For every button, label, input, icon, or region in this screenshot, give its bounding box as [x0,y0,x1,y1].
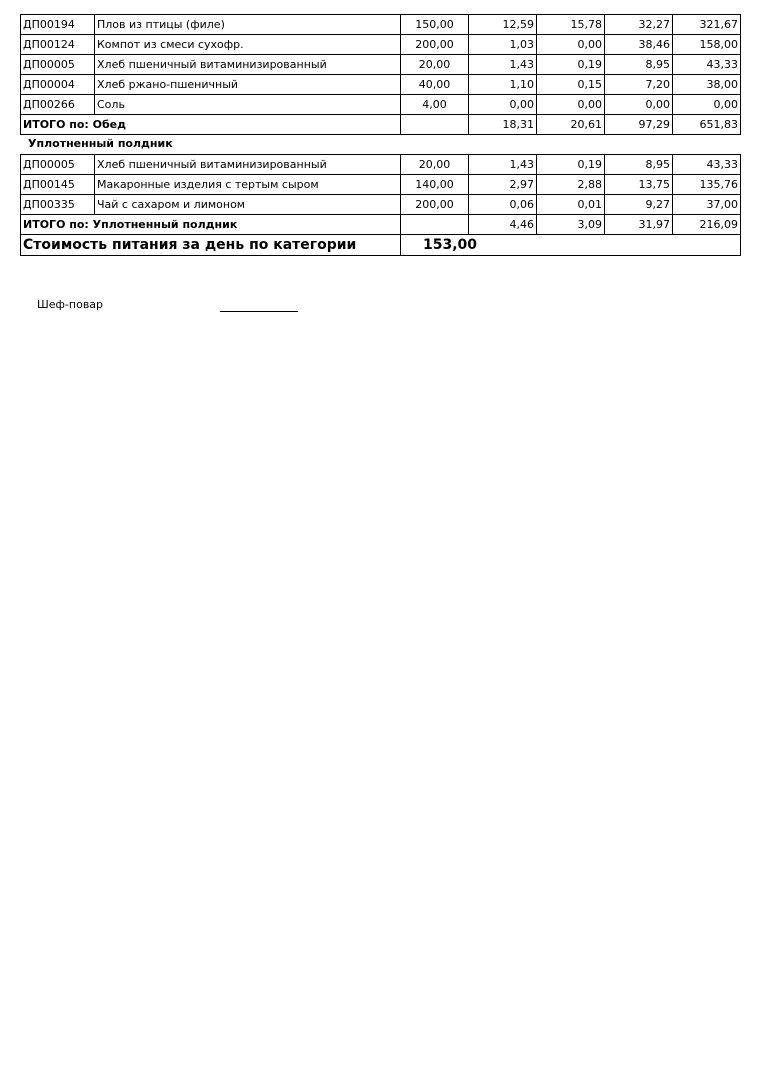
total-row [21,215,741,235]
item-fat: 0,19 [537,155,605,175]
table-row [21,155,741,175]
item-protein: 1,10 [469,75,537,95]
table-row [21,75,741,95]
item-name: Хлеб пшеничный витаминизированный [95,155,401,175]
item-carbs: 8,95 [605,155,673,175]
item-name: Чай с сахаром и лимоном [95,195,401,215]
total-fat: 20,61 [537,115,605,135]
table-row [21,95,741,115]
item-energy: 43,33 [673,55,741,75]
item-carbs: 8,95 [605,55,673,75]
item-protein: 12,59 [469,15,537,35]
item-quantity: 150,00 [401,15,469,35]
item-carbs: 9,27 [605,195,673,215]
table-row [21,35,741,55]
item-code: ДП00335 [21,195,95,215]
total-label: ИТОГО по: Уплотненный полдник [21,215,401,235]
item-protein: 0,00 [469,95,537,115]
item-code: ДП00005 [21,155,95,175]
item-name: Хлеб пшеничный витаминизированный [95,55,401,75]
daily-cost-value: 153,00 [401,235,741,256]
item-code: ДП00194 [21,15,95,35]
item-quantity: 20,00 [401,155,469,175]
total-energy: 216,09 [673,215,741,235]
item-fat: 2,88 [537,175,605,195]
item-quantity: 40,00 [401,75,469,95]
signature-label: Шеф-повар [37,298,104,311]
item-carbs: 0,00 [605,95,673,115]
item-energy: 37,00 [673,195,741,215]
total-protein: 4,46 [469,215,537,235]
item-energy: 43,33 [673,155,741,175]
total-carbs: 31,97 [605,215,673,235]
item-code: ДП00145 [21,175,95,195]
total-energy: 651,83 [673,115,741,135]
item-carbs: 7,20 [605,75,673,95]
section-title-snack: Уплотненный полдник [28,137,173,150]
total-label: ИТОГО по: Обед [21,115,401,135]
item-fat: 0,19 [537,55,605,75]
item-fat: 0,00 [537,95,605,115]
item-protein: 1,43 [469,155,537,175]
item-quantity: 200,00 [401,35,469,55]
item-protein: 2,97 [469,175,537,195]
item-carbs: 38,46 [605,35,673,55]
snack-table [20,154,741,256]
item-quantity: 20,00 [401,55,469,75]
total-row [21,115,741,135]
item-quantity: 4,00 [401,95,469,115]
item-code: ДП00266 [21,95,95,115]
table-row [21,195,741,215]
item-fat: 0,00 [537,35,605,55]
total-fat: 3,09 [537,215,605,235]
item-fat: 0,15 [537,75,605,95]
table-row [21,175,741,195]
item-protein: 0,06 [469,195,537,215]
daily-cost-label: Стоимость питания за день по категории [21,235,401,256]
item-code: ДП00004 [21,75,95,95]
table-row [21,55,741,75]
table-row [21,15,741,35]
item-energy: 135,76 [673,175,741,195]
item-code: ДП00124 [21,35,95,55]
daily-cost-row [21,235,741,256]
item-carbs: 13,75 [605,175,673,195]
item-name: Плов из птицы (филе) [95,15,401,35]
total-empty [401,115,469,135]
item-energy: 0,00 [673,95,741,115]
total-carbs: 97,29 [605,115,673,135]
item-name: Соль [95,95,401,115]
item-name: Компот из смеси сухофр. [95,35,401,55]
item-quantity: 200,00 [401,195,469,215]
item-name: Макаронные изделия с тертым сыром [95,175,401,195]
total-protein: 18,31 [469,115,537,135]
item-protein: 1,43 [469,55,537,75]
item-energy: 158,00 [673,35,741,55]
total-empty [401,215,469,235]
item-energy: 321,67 [673,15,741,35]
item-carbs: 32,27 [605,15,673,35]
item-code: ДП00005 [21,55,95,75]
item-name: Хлеб ржано-пшеничный [95,75,401,95]
item-fat: 0,01 [537,195,605,215]
item-fat: 15,78 [537,15,605,35]
item-protein: 1,03 [469,35,537,55]
signature-line [220,311,298,312]
item-quantity: 140,00 [401,175,469,195]
lunch-table [20,14,741,135]
item-energy: 38,00 [673,75,741,95]
